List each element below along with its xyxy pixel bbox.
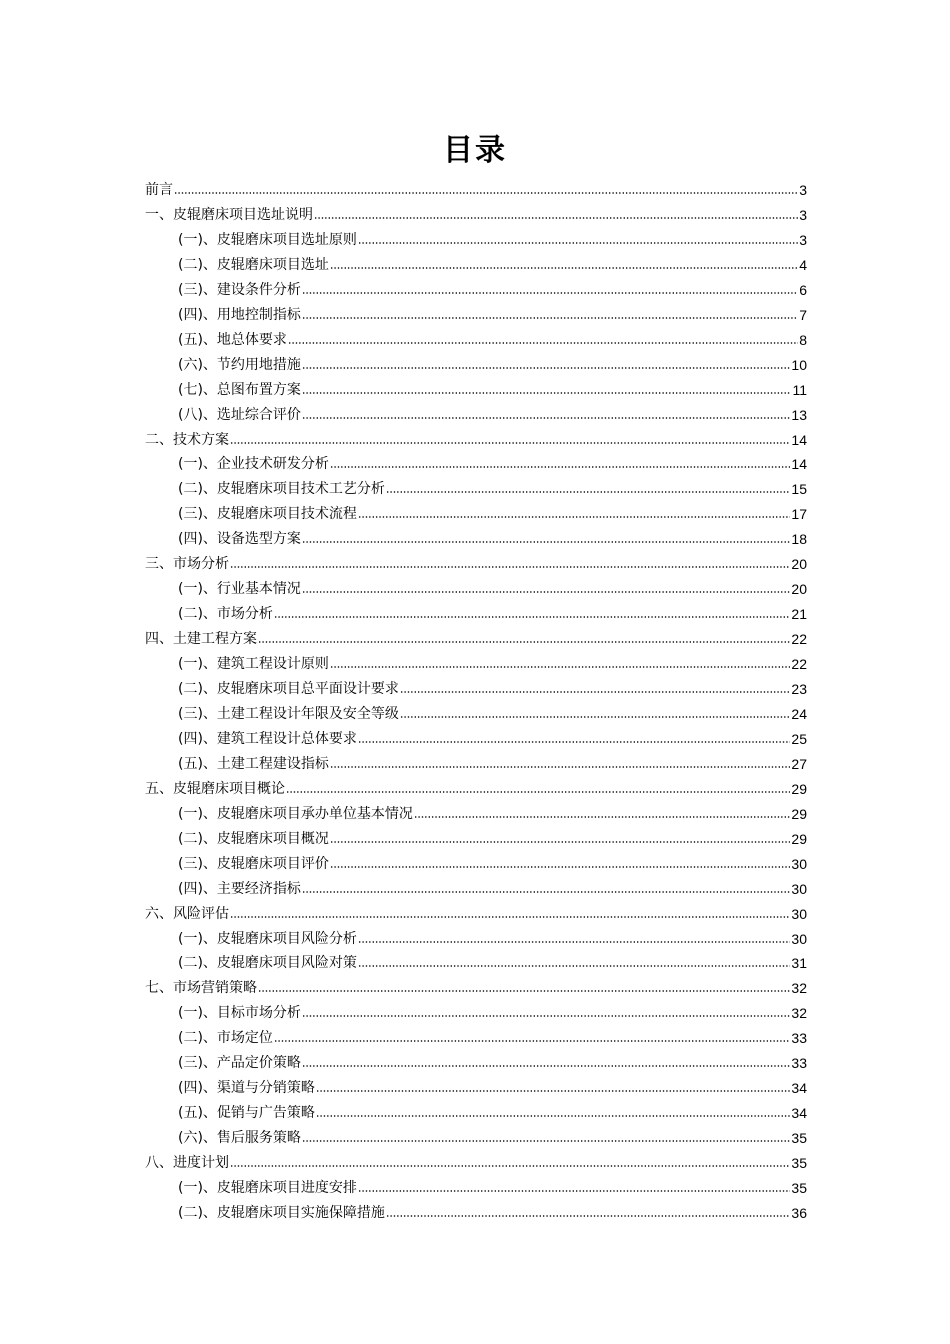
toc-entry[interactable]: [178, 524, 807, 548]
toc-dot-leader: [230, 915, 790, 919]
toc-entry-page-number: 30: [791, 880, 807, 897]
toc-entry-label: (四)、主要经济指标: [178, 880, 301, 897]
toc-entry-label: 前言: [145, 182, 173, 198]
toc-entry-label: (三)、产品定价策略: [178, 1055, 301, 1072]
toc-dot-leader: [274, 1039, 790, 1043]
toc-entry-label: (二)、皮辊磨床项目实施保障措施: [178, 1204, 385, 1221]
toc-dot-leader: [358, 241, 798, 245]
toc-entry[interactable]: [178, 674, 807, 698]
toc-dot-leader: [314, 216, 798, 220]
toc-entry-page-number: 22: [791, 656, 807, 673]
toc-dot-leader: [230, 1164, 790, 1168]
toc-entry-page-number: 31: [791, 955, 807, 972]
toc-dot-leader: [230, 565, 790, 569]
toc-dot-leader: [316, 1089, 790, 1093]
toc-entry-label: (三)、皮辊磨床项目技术流程: [178, 506, 357, 523]
toc-entry-page-number: 6: [799, 281, 807, 298]
toc-entry[interactable]: [178, 599, 807, 623]
toc-dot-leader: [358, 515, 790, 519]
toc-entry[interactable]: [178, 799, 807, 823]
toc-dot-leader: [330, 865, 790, 869]
toc-dot-leader: [330, 765, 790, 769]
toc-entry-label: 二、技术方案: [145, 431, 229, 448]
toc-entry[interactable]: [178, 874, 807, 898]
toc-dot-leader: [302, 1139, 790, 1143]
toc-entry[interactable]: [178, 574, 807, 598]
toc-dot-leader: [302, 540, 790, 544]
toc-entry[interactable]: [145, 1148, 807, 1172]
toc-title: 目录: [443, 133, 507, 168]
toc-entry-label: (三)、皮辊磨床项目评价: [178, 855, 329, 872]
toc-dot-leader: [414, 815, 790, 819]
toc-dot-leader: [330, 266, 798, 270]
toc-dot-leader: [302, 366, 790, 370]
toc-dot-leader: [386, 490, 790, 494]
toc-entry-page-number: 21: [791, 606, 807, 623]
toc-entry-page-number: 8: [799, 331, 807, 348]
toc-entry-page-number: 34: [791, 1105, 807, 1122]
toc-entry-page-number: 33: [791, 1030, 807, 1047]
toc-entry[interactable]: [145, 624, 807, 648]
toc-entry-page-number: 30: [791, 930, 807, 947]
toc-entry-label: (二)、皮辊磨床项目技术工艺分析: [178, 481, 385, 498]
toc-dot-leader: [302, 291, 798, 295]
toc-entry[interactable]: [178, 275, 807, 299]
toc-entry-page-number: 25: [791, 730, 807, 747]
toc-dot-leader: [302, 316, 798, 320]
toc-entry[interactable]: [145, 774, 807, 798]
toc-entry-label: (二)、皮辊磨床项目概况: [178, 830, 329, 847]
toc-entry-page-number: 3: [799, 182, 807, 198]
toc-dot-leader: [274, 615, 790, 619]
toc-dot-leader: [302, 1064, 790, 1068]
toc-entry[interactable]: [178, 1023, 807, 1047]
toc-entry-label: (五)、土建工程建设指标: [178, 755, 329, 772]
toc-entry-page-number: 13: [791, 406, 807, 423]
toc-entry[interactable]: [178, 449, 807, 473]
toc-entry[interactable]: [178, 1198, 807, 1222]
toc-entry[interactable]: [178, 225, 807, 249]
toc-dot-leader: [288, 341, 798, 345]
toc-entry[interactable]: [178, 325, 807, 349]
toc-dot-leader: [358, 740, 790, 744]
toc-dot-leader: [286, 790, 790, 794]
toc-dot-leader: [330, 840, 790, 844]
toc-entry-page-number: 15: [791, 481, 807, 498]
toc-entry-label: (七)、总图布置方案: [178, 381, 301, 398]
toc-entry-label: (三)、建设条件分析: [178, 281, 301, 298]
toc-entry[interactable]: [178, 649, 807, 673]
toc-entry-page-number: 20: [791, 556, 807, 573]
toc-entry[interactable]: [178, 1073, 807, 1097]
toc-dot-leader: [302, 890, 790, 894]
toc-entry-label: (二)、市场分析: [178, 606, 273, 623]
toc-entry-label: 四、土建工程方案: [145, 631, 257, 648]
toc-entry-label: (一)、皮辊磨床项目选址原则: [178, 231, 357, 248]
toc-entry[interactable]: [178, 924, 807, 948]
toc-entry-page-number: 29: [791, 805, 807, 822]
toc-entry-label: 六、风险评估: [145, 905, 229, 922]
toc-entry-label: (一)、皮辊磨床项目承办单位基本情况: [178, 805, 413, 822]
toc-entry-page-number: 11: [792, 381, 807, 398]
toc-dot-leader: [174, 191, 798, 195]
toc-entry-label: (五)、促销与广告策略: [178, 1105, 315, 1122]
toc-entry-page-number: 4: [799, 256, 807, 273]
toc-entry[interactable]: [145, 425, 807, 449]
toc-entry-page-number: 20: [791, 581, 807, 598]
toc-entry[interactable]: [178, 1048, 807, 1072]
toc-entry[interactable]: [178, 474, 807, 498]
toc-entry-label: (二)、皮辊磨床项目风险对策: [178, 955, 357, 972]
toc-entry-page-number: 24: [791, 705, 807, 722]
toc-entry-label: 五、皮辊磨床项目概论: [145, 780, 285, 797]
toc-entry[interactable]: [178, 849, 807, 873]
toc-entry-page-number: 27: [791, 755, 807, 772]
toc-entry-page-number: 10: [791, 356, 807, 373]
toc-entry[interactable]: [178, 499, 807, 523]
toc-entry[interactable]: [178, 300, 807, 324]
toc-entry-label: (一)、建筑工程设计原则: [178, 656, 329, 673]
toc-entry-label: (四)、用地控制指标: [178, 306, 301, 323]
toc-entry-page-number: 32: [791, 980, 807, 997]
toc-entry-page-number: 36: [791, 1204, 807, 1221]
toc-dot-leader: [400, 715, 790, 719]
toc-entry-label: (一)、皮辊磨床项目进度安排: [178, 1180, 357, 1196]
toc-entry-label: (二)、市场定位: [178, 1030, 273, 1047]
toc-dot-leader: [258, 640, 790, 644]
toc-entry-label: (四)、渠道与分销策略: [178, 1080, 315, 1097]
toc-dot-leader: [230, 441, 790, 445]
toc-dot-leader: [302, 416, 790, 420]
toc-entry-page-number: 32: [791, 1005, 807, 1022]
toc-entry-label: (六)、节约用地措施: [178, 356, 301, 373]
toc-entry-page-number: 33: [791, 1055, 807, 1072]
toc-entry-page-number: 7: [799, 306, 807, 323]
toc-entry[interactable]: [145, 899, 807, 923]
toc-entry-label: 七、市场营销策略: [145, 980, 257, 997]
toc-entry-page-number: 29: [791, 780, 807, 797]
toc-entry-label: 一、皮辊磨床项目选址说明: [145, 206, 313, 223]
toc-entry-label: (一)、皮辊磨床项目风险分析: [178, 930, 357, 947]
toc-entry-page-number: 35: [791, 1155, 807, 1172]
toc-entry-label: (二)、皮辊磨床项目总平面设计要求: [178, 681, 399, 697]
toc-entry-label: (二)、皮辊磨床项目选址: [178, 256, 329, 273]
toc-dot-leader: [358, 940, 790, 944]
toc-entry[interactable]: [178, 350, 807, 374]
toc-entry-label: (八)、选址综合评价: [178, 406, 301, 423]
toc-entry[interactable]: [145, 973, 807, 997]
toc-entry[interactable]: [178, 724, 807, 748]
toc-entry[interactable]: [145, 549, 807, 573]
toc-entry[interactable]: [145, 200, 807, 224]
toc-dot-leader: [400, 690, 790, 694]
toc-dot-leader: [302, 1014, 790, 1018]
toc-entry-page-number: 17: [791, 506, 807, 523]
toc-entry-page-number: 35: [791, 1130, 807, 1147]
toc-entry-label: (一)、行业基本情况: [178, 581, 301, 598]
toc-entry[interactable]: [178, 375, 807, 399]
toc-entry-label: (六)、售后服务策略: [178, 1130, 301, 1147]
toc-entry[interactable]: [178, 1123, 807, 1147]
toc-entry[interactable]: [178, 948, 807, 972]
toc-entry-page-number: 14: [791, 456, 807, 473]
toc-dot-leader: [302, 590, 790, 594]
toc-dot-leader: [302, 391, 792, 395]
toc-entry-label: (一)、企业技术研发分析: [178, 456, 329, 473]
toc-entry-label: (四)、设备选型方案: [178, 531, 301, 548]
toc-entry-page-number: 30: [791, 905, 807, 922]
toc-entry-label: (四)、建筑工程设计总体要求: [178, 730, 357, 747]
toc-entry-page-number: 3: [799, 206, 807, 223]
toc-entry-page-number: 18: [791, 531, 807, 548]
toc-dot-leader: [358, 964, 790, 968]
toc-entry-page-number: 14: [791, 431, 807, 448]
toc-entry[interactable]: [178, 250, 807, 274]
toc-entry-label: (五)、地总体要求: [178, 331, 287, 348]
toc-entry[interactable]: [178, 1098, 807, 1122]
toc-entry-page-number: 34: [791, 1080, 807, 1097]
toc-entry-page-number: 29: [791, 830, 807, 847]
toc-entry[interactable]: [178, 749, 807, 773]
toc-entry-label: 三、市场分析: [145, 556, 229, 573]
toc-entry-page-number: 22: [791, 631, 807, 648]
toc-entry-page-number: 35: [791, 1180, 807, 1196]
toc-entry-label: 八、进度计划: [145, 1155, 229, 1172]
toc-entry[interactable]: [145, 175, 807, 199]
toc-dot-leader: [330, 465, 790, 469]
toc-entry[interactable]: [178, 400, 807, 424]
toc-entry[interactable]: [178, 998, 807, 1022]
toc-entry-label: (一)、目标市场分析: [178, 1005, 301, 1022]
toc-entry-page-number: 23: [791, 681, 807, 697]
toc-entry-page-number: 30: [791, 855, 807, 872]
toc-entry[interactable]: [178, 1173, 807, 1197]
toc-entry[interactable]: [178, 824, 807, 848]
toc-dot-leader: [358, 1189, 790, 1193]
toc-entry-page-number: 3: [799, 231, 807, 248]
toc-dot-leader: [330, 665, 790, 669]
toc-dot-leader: [386, 1214, 790, 1218]
toc-dot-leader: [316, 1114, 790, 1118]
toc-entry-label: (三)、土建工程设计年限及安全等级: [178, 705, 399, 722]
toc-entry[interactable]: [178, 699, 807, 723]
toc-dot-leader: [258, 989, 790, 993]
